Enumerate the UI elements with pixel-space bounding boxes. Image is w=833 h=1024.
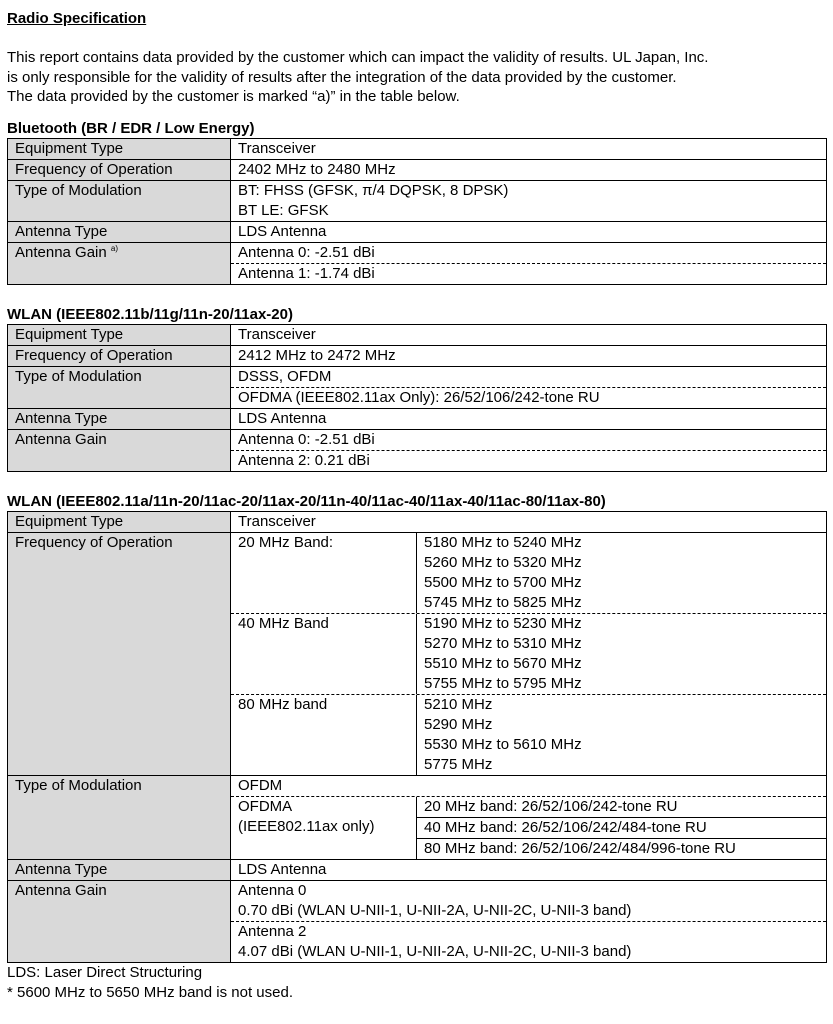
intro-line: is only responsible for the validity of results after the integration of the data provided by the customer.	[7, 68, 677, 86]
antenna-type-value: LDS Antenna	[231, 408, 827, 429]
band-range: 5260 MHz to 5320 MHz	[424, 553, 582, 571]
footnote-lds: LDS: Laser Direct Structuring	[7, 963, 203, 981]
modulation-value: DSSS, OFDM	[231, 366, 827, 387]
ofdma-ru: 40 MHz band: 26/52/106/242/484-tone RU	[417, 818, 826, 839]
band-range: 5775 MHz	[424, 755, 493, 773]
intro-paragraph	[7, 48, 827, 107]
frequency-value: 2402 MHz to 2480 MHz	[231, 159, 827, 180]
modulation-ofdma	[231, 797, 826, 859]
modulation-value	[231, 180, 827, 221]
customer-data-mark: a)	[110, 243, 119, 253]
modulation-ofdm: OFDM	[231, 776, 826, 797]
antenna-type-value: LDS Antenna	[231, 221, 827, 242]
antenna-gain-value: Antenna 0: -2.51 dBi	[231, 429, 827, 450]
modulation-value: OFDMA (IEEE802.11ax Only): 26/52/106/242-tone RU	[231, 387, 827, 408]
ofdma-ru: 80 MHz band: 26/52/106/242/484/996-tone RU	[424, 839, 736, 857]
ofdma-line: (IEEE802.11ax only)	[238, 817, 375, 835]
antenna-name: Antenna 0	[238, 881, 307, 899]
band-80	[231, 695, 826, 775]
frequency-value: 2412 MHz to 2472 MHz	[231, 345, 827, 366]
radio-spec-page	[7, 9, 827, 1003]
band-range: 5190 MHz to 5230 MHz	[424, 614, 582, 632]
antenna-gain-entry	[231, 881, 826, 922]
frequency-label: Frequency of Operation	[8, 345, 231, 366]
modulation-value	[231, 775, 827, 859]
antenna-type-label: Antenna Type	[8, 408, 231, 429]
antenna-gain-value: Antenna 2: 0.21 dBi	[231, 450, 827, 471]
band-40	[231, 614, 826, 695]
frequency-bands	[231, 532, 827, 775]
antenna-gain-value: Antenna 1: -1.74 dBi	[231, 263, 827, 284]
band-range: 5180 MHz to 5240 MHz	[424, 533, 582, 551]
equipment-type-value: Transceiver	[231, 511, 827, 532]
modulation-line: BT: FHSS (GFSK, π/4 DQPSK, 8 DPSK)	[238, 181, 509, 199]
band-range: 5500 MHz to 5700 MHz	[424, 573, 582, 591]
equipment-type-value: Transceiver	[231, 324, 827, 345]
antenna-name: Antenna 2	[238, 922, 307, 940]
equipment-type-label: Equipment Type	[8, 511, 231, 532]
page-title: Radio Specification	[7, 10, 147, 27]
antenna-gain: 4.07 dBi (WLAN U-NII-1, U-NII-2A, U-NII-2C, U-NII-3 band)	[238, 942, 632, 960]
frequency-label: Frequency of Operation	[8, 532, 231, 775]
antenna-gain-entry	[231, 922, 826, 962]
band-ranges	[417, 533, 826, 613]
antenna-gain: 0.70 dBi (WLAN U-NII-1, U-NII-2A, U-NII-2C, U-NII-3 band)	[238, 901, 632, 919]
bluetooth-table	[7, 138, 827, 285]
antenna-gain-label: Antenna Gain	[8, 429, 231, 471]
ofdma-line: OFDMA	[238, 797, 293, 815]
antenna-gain-value: Antenna 0: -2.51 dBi	[231, 242, 827, 263]
band-name: 40 MHz Band	[231, 614, 417, 694]
equipment-type-value: Transceiver	[231, 138, 827, 159]
ofdma-label	[231, 797, 417, 859]
band-range: 5270 MHz to 5310 MHz	[424, 634, 582, 652]
intro-line: This report contains data provided by the customer which can impact the validity of results. UL Japan, Inc.	[7, 49, 709, 66]
band-range: 5530 MHz to 5610 MHz	[424, 735, 582, 753]
footnote-band: * 5600 MHz to 5650 MHz band is not used.	[7, 983, 293, 1001]
modulation-label: Type of Modulation	[8, 775, 231, 859]
frequency-label: Frequency of Operation	[8, 159, 231, 180]
wlan-24-heading: WLAN (IEEE802.11b/11g/11n-20/11ax-20)	[7, 305, 293, 323]
modulation-label: Type of Modulation	[8, 366, 231, 408]
modulation-line: BT LE: GFSK	[238, 201, 329, 219]
wlan-5-table	[7, 511, 827, 963]
band-range: 5745 MHz to 5825 MHz	[424, 593, 582, 611]
band-20	[231, 533, 826, 614]
bluetooth-heading: Bluetooth (BR / EDR / Low Energy)	[7, 119, 255, 137]
antenna-type-label: Antenna Type	[8, 221, 231, 242]
antenna-type-value: LDS Antenna	[231, 859, 827, 880]
band-name: 80 MHz band	[231, 695, 417, 775]
antenna-type-label: Antenna Type	[8, 859, 231, 880]
band-range: 5210 MHz	[424, 695, 493, 713]
antenna-gain-label: Antenna Gain	[8, 880, 231, 962]
ofdma-ru: 20 MHz band: 26/52/106/242-tone RU	[417, 797, 826, 818]
band-name: 20 MHz Band:	[231, 533, 417, 613]
intro-line: The data provided by the customer is marked “a)” in the table below.	[7, 88, 460, 105]
band-range: 5510 MHz to 5670 MHz	[424, 654, 582, 672]
antenna-gain-values	[231, 880, 827, 962]
band-ranges	[417, 614, 826, 694]
antenna-gain-label: Antenna Gain	[15, 243, 107, 261]
band-range: 5755 MHz to 5795 MHz	[424, 674, 582, 692]
band-ranges	[417, 695, 826, 775]
wlan-5-heading: WLAN (IEEE802.11a/11n-20/11ac-20/11ax-20/11n-40/11ac-40/11ax-40/11ac-80/11ax-80)	[7, 492, 606, 510]
band-range: 5290 MHz	[424, 715, 493, 733]
antenna-gain-label-cell	[8, 242, 231, 284]
ofdma-rus	[417, 797, 826, 859]
modulation-label: Type of Modulation	[8, 180, 231, 221]
equipment-type-label: Equipment Type	[8, 324, 231, 345]
equipment-type-label: Equipment Type	[8, 138, 231, 159]
wlan-24-table	[7, 324, 827, 472]
